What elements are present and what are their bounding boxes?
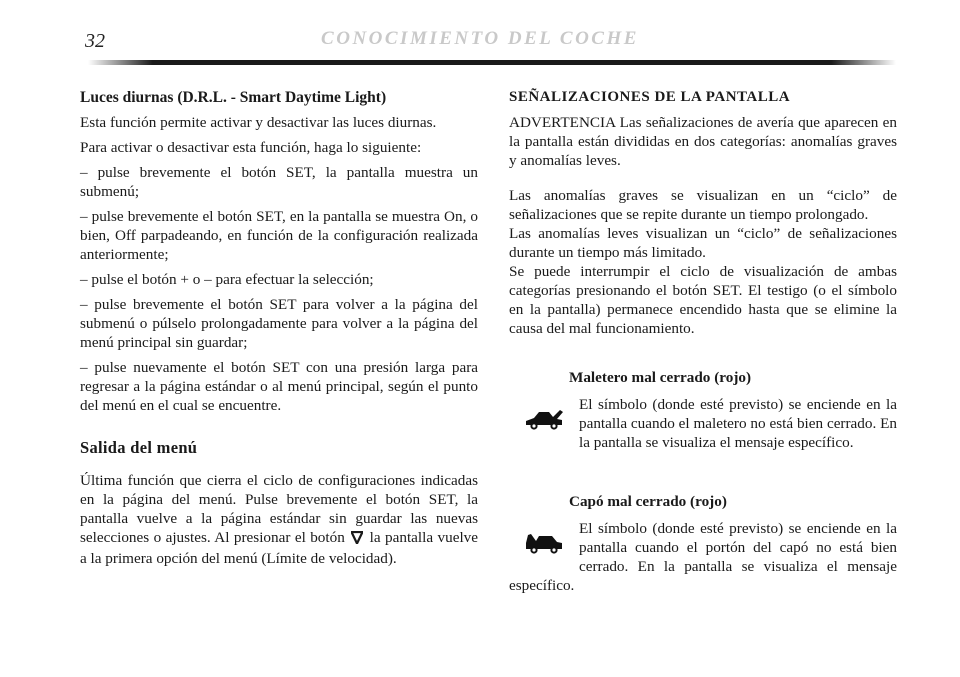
hood-warning-title: Capó mal cerrado (rojo) [569, 493, 727, 510]
step-3: – pulse el botón + o – para efectuar la selección; [80, 271, 374, 288]
step-4: – pulse brevemente el botón SET para volver a la página del submenú o púlselo prolongadamente para volver a la página del menú principal sin guardar; [80, 296, 478, 351]
drl-howto: Para activar o desactivar esta función, haga lo siguiente: [80, 139, 422, 156]
right-column [509, 88, 897, 595]
trunk-warning [509, 368, 897, 452]
grave-text: Las anomalías graves se visualizan en un “ciclo” de señalizaciones que se repite durante un tiempo prolongado. [509, 187, 897, 223]
drl-heading: Luces diurnas (D.R.L. - Smart Daytime Light) [80, 89, 387, 106]
step-1: – pulse brevemente el botón SET, la pantalla muestra un submenú; [80, 164, 478, 200]
step-2: – pulse brevemente el botón SET, en la pantalla se muestra On, o bien, Off parpadeando, en función de la configuración realizada anteriormente; [80, 208, 478, 263]
hood-warning-text: El símbolo (donde esté previsto) se enciende en la pantalla cuando el portón del capó no está bien cerrado. En la pantalla se visualiza el mensaje específico. [509, 520, 897, 594]
page-header [0, 0, 960, 70]
exit-text-part1: Última función que cierra el ciclo de configuraciones indicadas en la página del menú. Pulse brevemente el botón SET, la pantalla vuelve a la página estándar sin guardar las nuevas selecciones o ajustes. Al presionar el botón [80, 472, 478, 546]
leve-text: Las anomalías leves visualizan un “ciclo” de señalizaciones durante un tiempo más limitado. [509, 225, 897, 261]
trunk-warning-body [509, 395, 897, 452]
trunk-warning-text: El símbolo (donde esté previsto) se enciende en la pantalla cuando el maletero no está bien cerrado. En la pantalla se visualiza el mensaje específico. [579, 396, 897, 451]
nabla-button-icon [351, 530, 363, 549]
trunk-open-car-icon [509, 395, 579, 443]
section-heading: SEÑALIZACIONES DE LA PANTALLA [509, 89, 791, 105]
warning-intro: ADVERTENCIA Las señalizaciones de avería que aparecen en la pantalla están divididas en dos categorías: anomalías graves y anomalías leves. [509, 114, 897, 169]
exit-heading: Salida del menú [80, 438, 198, 457]
step-5: – pulse nuevamente el botón SET con una presión larga para regresar a la página estándar o al menú principal, según el punto del menú en el cual se encuentre. [80, 359, 478, 414]
interrupt-text: Se puede interrumpir el ciclo de visualización de ambas categorías presionando el botón SET. El testigo (o el símbolo en la pantalla) permanece encendido hasta que se elimine la causa del mal funcionamiento. [509, 263, 897, 337]
hood-warning [509, 492, 897, 595]
hood-open-car-icon [509, 519, 579, 567]
page-number: 32 [85, 30, 105, 52]
drl-intro: Esta función permite activar y desactivar las luces diurnas. [80, 114, 437, 131]
header-rule [88, 60, 896, 65]
left-column [80, 88, 478, 568]
exit-text-part2: la pantalla vuelve a la primera opción del menú (Límite de velocidad). [80, 529, 479, 567]
chapter-title: CONOCIMIENTO DEL COCHE [321, 28, 639, 49]
hood-warning-body [509, 519, 897, 595]
trunk-warning-title: Maletero mal cerrado (rojo) [569, 369, 752, 386]
exit-text [80, 471, 478, 568]
